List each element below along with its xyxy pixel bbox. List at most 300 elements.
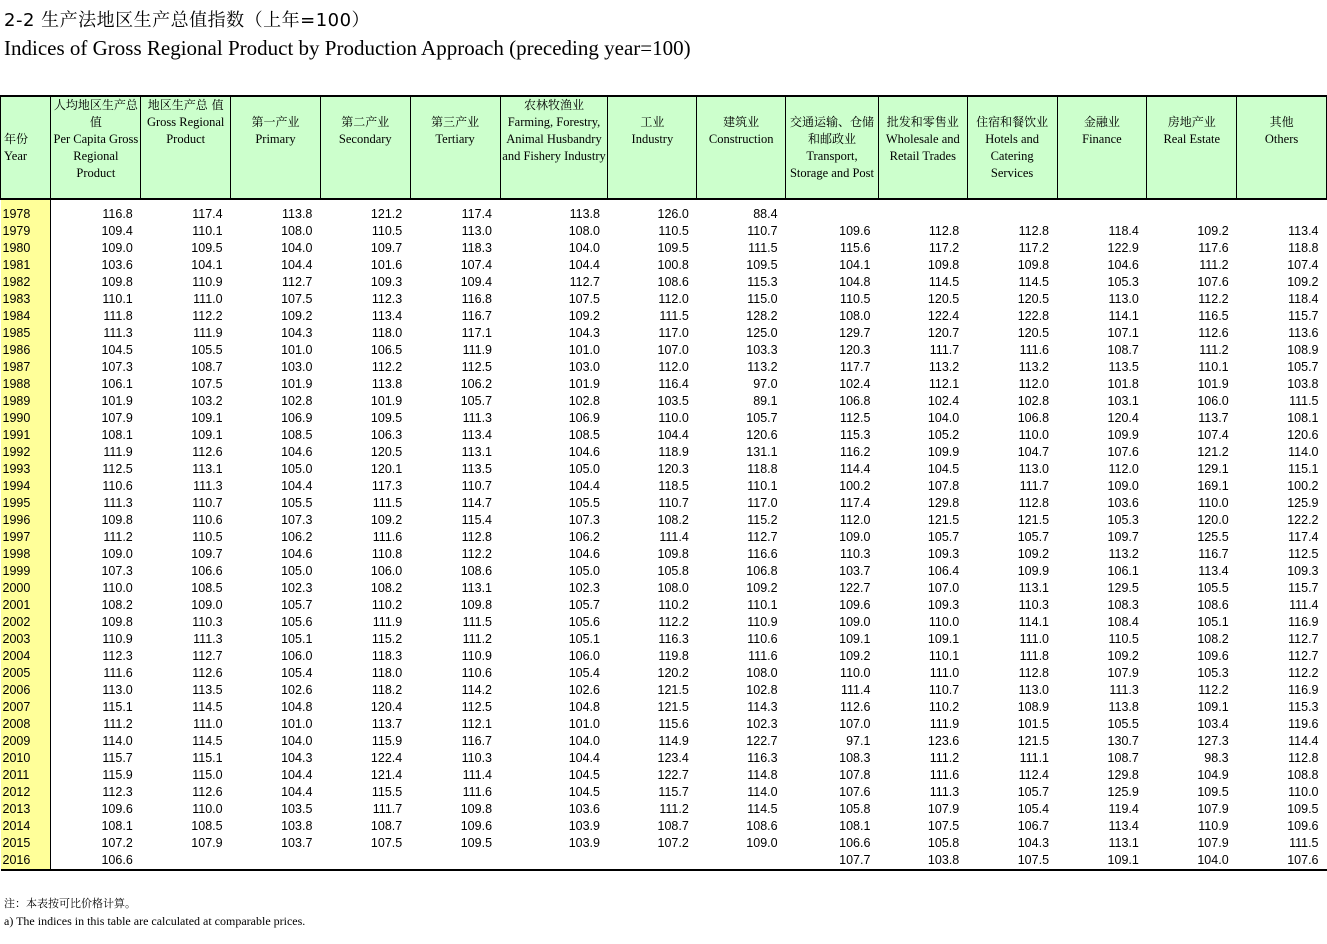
value-cell: 108.2 [657,513,689,527]
column-header-en: Per Capita Gross Regional Product [53,132,139,180]
value-cell: 106.2 [460,377,493,391]
value-cell: 98.3 [1204,751,1229,765]
table-row [1,410,1327,427]
value-cell: 108.0 [746,666,778,680]
value-cell: 110.7 [928,683,960,697]
table-row [1,767,1327,784]
value-cell: 104.8 [839,275,871,289]
value-cell: 107.3 [101,360,133,374]
value-cell: 108.7 [1107,751,1139,765]
value-cell: 110.6 [461,666,493,680]
value-cell: 111.8 [103,309,133,323]
table-row [1,461,1327,478]
year-cell: 2007 [1,699,51,716]
value-cell: 109.3 [927,598,960,612]
value-cell: 117.4 [1288,530,1319,544]
value-cell: 109.1 [927,632,960,646]
value-cell: 112.4 [1018,768,1050,782]
value-cell: 106.0 [370,564,403,578]
value-cell: 113.5 [461,462,493,476]
value-cell: 104.4 [281,258,313,272]
value-cell: 115.0 [192,768,223,782]
value-cell: 105.7 [281,598,313,612]
value-cell: 108.6 [657,275,689,289]
value-cell: 114.5 [928,275,960,289]
value-cell: 109.8 [657,547,689,561]
value-cell: 118.8 [1288,241,1319,255]
value-cell: 106.3 [370,428,403,442]
value-cell: 116.3 [658,632,689,646]
header-spacer [609,97,695,114]
gdp-index-table [0,95,1327,871]
value-cell: 130.7 [1107,734,1139,748]
value-cell: 105.5 [191,343,223,357]
value-cell: 104.6 [568,445,600,459]
value-cell: 101.9 [1197,377,1229,391]
table-row [1,376,1327,393]
value-cell: 108.6 [460,564,493,578]
value-cell: 103.5 [657,394,689,408]
value-cell: 102.6 [568,683,600,697]
value-cell: 109.2 [568,309,600,323]
value-cell: 111.2 [1199,258,1229,272]
value-cell: 116.9 [1288,683,1319,697]
table-row [1,852,1327,870]
value-cell [500,852,608,870]
column-header-2 [141,96,231,199]
value-cell: 112.2 [371,360,403,374]
footnote-en: a) The indices in this table are calculated at comparable prices. [4,914,306,928]
year-cell: 1982 [1,274,51,291]
year-cell: 1999 [1,563,51,580]
value-cell: 113.1 [461,581,493,595]
value-cell: 102.3 [746,717,778,731]
value-cell: 110.9 [461,649,493,663]
column-header-en: Secondary [338,132,392,146]
value-cell: 109.7 [370,241,403,255]
value-cell: 109.8 [460,598,493,612]
value-cell: 112.3 [371,292,403,306]
value-cell: 103.5 [281,802,313,816]
value-cell: 104.0 [927,411,960,425]
value-cell: 113.0 [461,224,493,238]
value-cell: 116.6 [747,547,778,561]
value-cell: 112.7 [747,530,778,544]
value-cell: 121.5 [657,683,689,697]
column-header-cn: 第三产业 [431,115,480,129]
value-cell: 112.2 [658,615,689,629]
value-cell: 112.5 [461,360,493,374]
value-cell: 109.8 [101,615,133,629]
value-cell: 112.0 [1018,377,1050,391]
year-cell: 1996 [1,512,51,529]
value-cell: 104.8 [281,700,313,714]
value-cell: 115.7 [102,751,133,765]
value-cell: 121.5 [1017,513,1050,527]
header-spacer [412,97,499,114]
value-cell: 105.7 [568,598,600,612]
value-cell: 106.9 [281,411,313,425]
value-cell: 102.3 [281,581,313,595]
value-cell: 107.3 [568,513,600,527]
value-cell: 111.6 [372,530,403,544]
column-header-en: Construction [708,132,774,146]
column-header-10 [878,96,967,199]
value-cell: 105.4 [568,666,600,680]
value-cell [231,852,321,870]
value-cell: 105.3 [1107,513,1139,527]
value-cell: 111.9 [929,717,960,731]
value-cell: 110.5 [192,530,223,544]
value-cell: 109.9 [927,445,960,459]
column-header-en: Wholesale and Retail Trades [885,132,960,163]
value-cell: 109.7 [1107,530,1139,544]
value-cell: 114.5 [747,802,778,816]
value-cell: 116.7 [461,734,493,748]
value-cell: 107.4 [1287,258,1319,272]
value-cell: 104.4 [281,479,313,493]
year-cell: 1979 [1,223,51,240]
value-cell: 108.2 [370,581,403,595]
value-cell: 105.8 [839,802,871,816]
value-cell [786,199,879,223]
value-cell: 114.1 [1108,309,1139,323]
value-cell: 113.0 [1018,683,1050,697]
value-cell: 118.3 [371,649,403,663]
column-header-en: Hotels and Catering Services [985,132,1040,180]
value-cell: 115.0 [747,292,778,306]
table-row [1,240,1327,257]
value-cell: 112.7 [192,649,223,663]
value-cell: 113.1 [192,462,223,476]
value-cell: 108.7 [1107,343,1139,357]
value-cell: 112.1 [461,717,493,731]
value-cell: 101.8 [1107,377,1139,391]
value-cell: 111.6 [462,785,493,799]
value-cell: 125.9 [1287,496,1319,510]
value-cell: 111.2 [103,530,133,544]
value-cell: 109.1 [191,411,223,425]
value-cell: 105.7 [1017,530,1050,544]
value-cell: 110.0 [1018,428,1050,442]
year-cell: 2004 [1,648,51,665]
value-cell: 111.4 [840,683,871,697]
value-cell: 106.2 [568,530,600,544]
table-row [1,308,1327,325]
value-cell: 111.3 [193,479,223,493]
value-cell: 103.8 [878,852,967,870]
value-cell: 109.6 [460,819,493,833]
value-cell: 111.3 [103,326,133,340]
column-header-cn: 交通运输、仓储和邮政业 [789,115,874,146]
value-cell: 104.0 [1147,852,1237,870]
value-cell: 108.3 [1107,598,1139,612]
value-cell: 108.5 [568,428,600,442]
value-cell: 108.1 [101,819,133,833]
value-cell: 111.3 [193,632,223,646]
header-spacer [787,97,877,114]
value-cell: 104.3 [281,326,313,340]
value-cell: 88.4 [753,207,778,221]
value-cell: 111.5 [659,309,689,323]
value-cell: 106.9 [568,411,600,425]
value-cell: 113.2 [1108,547,1139,561]
value-cell: 111.7 [1019,479,1050,493]
value-cell: 104.4 [568,258,600,272]
value-cell: 107.3 [101,564,133,578]
table-row [1,444,1327,461]
value-cell: 109.0 [191,598,223,612]
value-cell: 120.4 [370,700,403,714]
table-row [1,631,1327,648]
value-cell: 109.5 [1287,802,1319,816]
value-cell: 109.2 [746,581,778,595]
value-cell: 118.3 [461,241,493,255]
value-cell: 110.0 [1198,496,1229,510]
column-header-cn: 建筑业 [723,115,760,129]
value-cell: 107.7 [786,852,879,870]
column-header-0 [1,96,51,199]
value-cell: 111.5 [748,241,778,255]
value-cell: 116.7 [461,309,493,323]
value-cell: 110.3 [461,751,493,765]
value-cell: 118.9 [658,445,689,459]
value-cell: 121.5 [1017,734,1050,748]
value-cell: 107.9 [1107,666,1139,680]
value-cell: 105.3 [1107,275,1139,289]
value-cell: 110.1 [1198,360,1229,374]
value-cell: 109.3 [370,275,403,289]
value-cell: 115.3 [1288,700,1319,714]
table-row [1,648,1327,665]
value-cell: 129.5 [1107,581,1139,595]
value-cell: 108.0 [568,224,600,238]
value-cell: 105.3 [1197,666,1229,680]
value-cell: 116.9 [1288,615,1319,629]
value-cell: 111.9 [193,326,223,340]
value-cell [878,199,967,223]
value-cell: 122.8 [1017,309,1050,323]
value-cell: 112.2 [461,547,493,561]
header-spacer [880,97,966,114]
value-cell: 104.9 [1197,768,1229,782]
value-cell: 111.2 [1199,343,1229,357]
column-header-1 [51,96,141,199]
value-cell: 106.6 [191,564,223,578]
value-cell: 107.1 [1107,326,1139,340]
value-cell: 111.1 [1019,751,1050,765]
column-header-en: Industry [631,132,674,146]
header-spacer [698,97,784,114]
year-cell: 1985 [1,325,51,342]
table-row [1,393,1327,410]
value-cell: 122.2 [1287,513,1319,527]
value-cell: 109.4 [101,224,133,238]
table-row [1,427,1327,444]
value-cell: 101.9 [101,394,133,408]
value-cell: 129.8 [1107,768,1139,782]
value-cell: 113.7 [1198,411,1229,425]
year-cell: 1984 [1,308,51,325]
value-cell: 112.8 [928,224,960,238]
column-header-4 [320,96,410,199]
value-cell: 112.8 [1018,496,1050,510]
value-cell: 110.1 [102,292,133,306]
value-cell: 109.9 [1017,564,1050,578]
value-cell: 112.7 [1288,632,1319,646]
value-cell: 122.7 [839,581,871,595]
value-cell: 120.5 [927,292,960,306]
column-header-14 [1237,96,1327,199]
value-cell: 123.4 [657,751,689,765]
value-cell: 105.7 [927,530,960,544]
value-cell: 113.0 [1108,292,1139,306]
value-cell: 115.9 [102,768,133,782]
value-cell: 112.7 [569,275,600,289]
value-cell: 112.2 [192,309,223,323]
column-header-6 [500,96,608,199]
value-cell: 114.5 [192,734,223,748]
value-cell: 105.4 [281,666,313,680]
value-cell: 89.1 [753,394,778,408]
value-cell: 110.5 [840,292,871,306]
value-cell: 116.8 [461,292,493,306]
value-cell: 117.0 [658,326,689,340]
value-cell: 108.9 [1287,343,1319,357]
value-cell: 110.9 [1198,819,1229,833]
table-row [1,199,1327,223]
value-cell: 107.9 [1197,802,1229,816]
value-cell: 105.0 [568,462,600,476]
value-cell: 116.3 [747,751,778,765]
value-cell: 122.7 [746,734,778,748]
value-cell: 114.0 [747,785,778,799]
value-cell: 105.7 [1017,785,1050,799]
value-cell: 113.4 [371,309,403,323]
value-cell: 113.8 [1108,700,1139,714]
value-cell: 113.2 [928,360,960,374]
value-cell: 104.5 [568,785,600,799]
value-cell: 105.5 [281,496,313,510]
table-row [1,325,1327,342]
value-cell: 104.4 [568,751,600,765]
value-cell: 117.4 [461,207,493,221]
value-cell: 110.7 [461,479,493,493]
value-cell: 113.8 [569,207,600,221]
value-cell: 122.9 [1107,241,1139,255]
value-cell: 110.7 [192,496,223,510]
year-cell: 2010 [1,750,51,767]
value-cell: 108.8 [1287,768,1319,782]
value-cell: 112.2 [1288,666,1319,680]
column-header-3 [231,96,321,199]
value-cell: 105.0 [281,462,313,476]
value-cell: 106.6 [839,836,871,850]
table-row [1,835,1327,852]
value-cell: 103.0 [568,360,600,374]
value-cell: 107.9 [101,411,133,425]
value-cell: 108.5 [191,581,223,595]
value-cell: 107.5 [370,836,403,850]
value-cell: 116.7 [1198,547,1229,561]
value-cell: 108.2 [1197,632,1229,646]
value-cell: 101.0 [281,343,313,357]
year-cell: 1998 [1,546,51,563]
value-cell: 106.7 [1017,819,1050,833]
value-cell: 102.8 [568,394,600,408]
value-cell: 120.5 [1017,326,1050,340]
value-cell: 104.6 [568,547,600,561]
value-cell: 114.4 [840,462,871,476]
value-cell: 109.8 [101,513,133,527]
value-cell: 111.5 [462,615,493,629]
value-cell: 104.0 [568,734,600,748]
value-cell: 108.5 [281,428,313,442]
value-cell: 112.5 [102,462,133,476]
header-row [1,96,1327,199]
year-cell: 1988 [1,376,51,393]
value-cell: 110.1 [928,649,960,663]
value-cell: 109.3 [927,547,960,561]
value-cell: 109.6 [1287,819,1319,833]
value-cell: 105.8 [927,836,960,850]
column-header-cn: 金融业 [1083,115,1120,129]
table-row [1,784,1327,801]
value-cell: 112.5 [461,700,493,714]
value-cell: 109.8 [101,275,133,289]
value-cell: 108.7 [657,819,689,833]
value-cell: 116.5 [1198,309,1229,323]
value-cell: 113.6 [1288,326,1319,340]
value-cell: 108.6 [1197,598,1229,612]
value-cell: 108.3 [839,751,871,765]
value-cell: 111.9 [372,615,403,629]
value-cell: 113.4 [1288,224,1319,238]
value-cell: 111.3 [462,411,493,425]
value-cell: 107.5 [568,292,600,306]
value-cell: 102.8 [746,683,778,697]
value-cell: 107.2 [657,836,689,850]
value-cell: 122.7 [657,768,689,782]
column-header-cn: 房地产业 [1167,115,1216,129]
value-cell: 112.5 [1288,547,1319,561]
value-cell: 111.0 [193,717,223,731]
value-cell: 102.3 [568,581,600,595]
value-cell: 103.4 [1197,717,1229,731]
value-cell: 102.4 [927,394,960,408]
value-cell: 109.0 [101,241,133,255]
table-row [1,478,1327,495]
value-cell: 108.2 [101,598,133,612]
value-cell: 118.0 [371,666,403,680]
value-cell: 111.9 [103,445,133,459]
value-cell: 111.6 [929,768,960,782]
column-header-cn: 农林牧渔业 [523,98,584,112]
value-cell: 107.5 [281,292,313,306]
table-row [1,342,1327,359]
value-cell: 113.4 [1198,564,1229,578]
header-spacer [1238,97,1325,114]
value-cell: 111.5 [372,496,403,510]
value-cell: 109.9 [1107,428,1139,442]
value-cell: 113.0 [1018,462,1050,476]
table-row [1,546,1327,563]
value-cell: 106.1 [101,377,133,391]
value-cell: 107.6 [1107,445,1139,459]
value-cell: 110.9 [102,632,133,646]
value-cell: 114.3 [747,700,778,714]
value-cell: 105.6 [568,615,600,629]
